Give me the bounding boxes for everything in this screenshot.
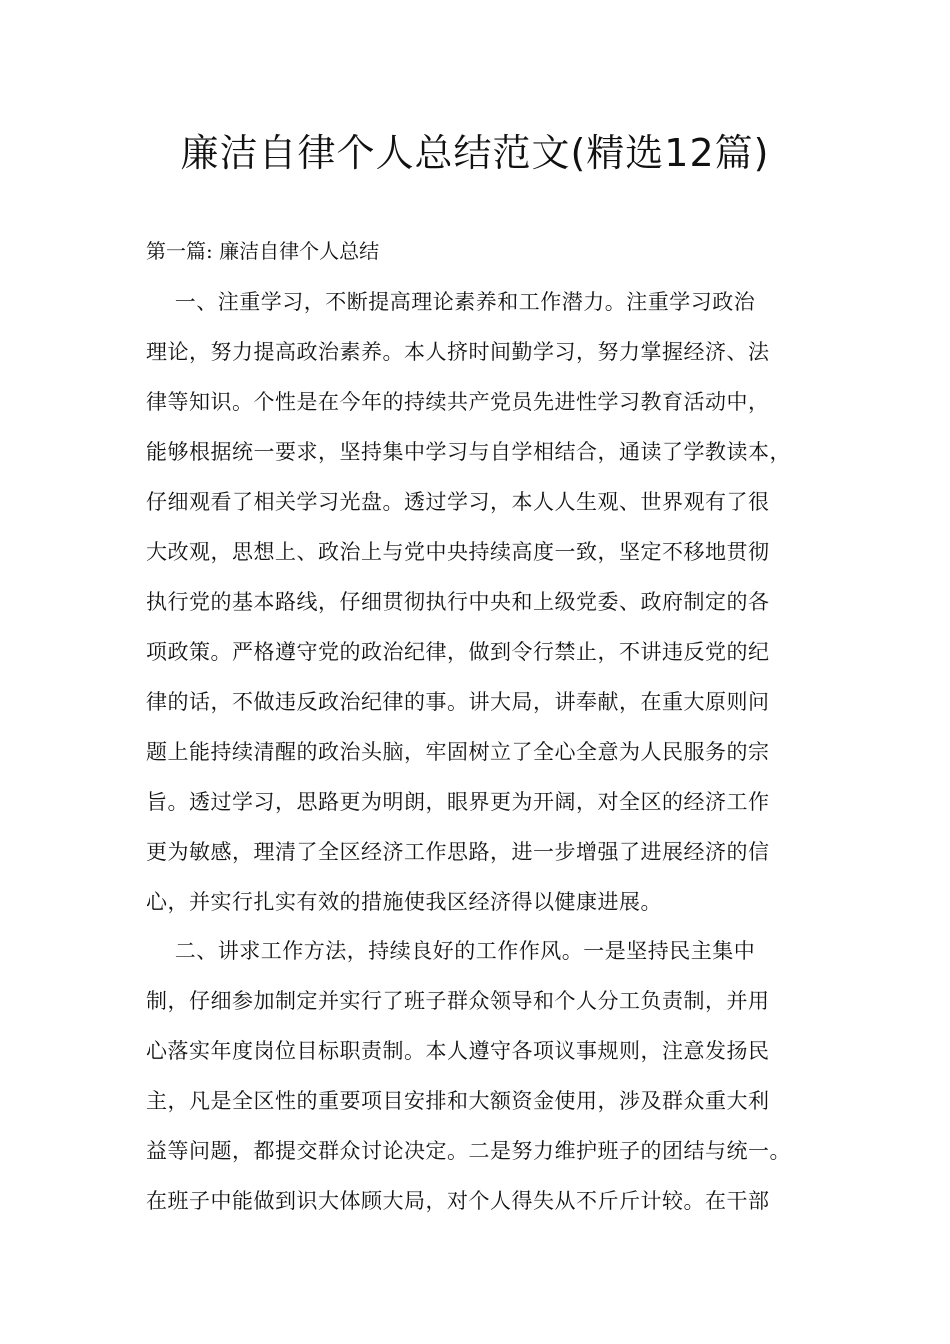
text-line: 仔细观看了相关学习光盘。透过学习，本人人生观、世界观有了很 <box>146 490 770 514</box>
paragraph-2 <box>146 926 826 1226</box>
text-line: 大改观，思想上、政治上与党中央持续高度一致，坚定不移地贯彻 <box>146 540 770 564</box>
text-line: 心落实年度岗位目标职责制。本人遵守各项议事规则，注意发扬民 <box>146 1039 770 1063</box>
text-line: 项政策。严格遵守党的政治纪律，做到令行禁止，不讲违反党的纪 <box>146 640 770 664</box>
text-line: 制，仔细参加制定并实行了班子群众领导和个人分工负责制，并用 <box>146 989 770 1013</box>
text-line: 律的话，不做违反政治纪律的事。讲大局，讲奉献，在重大原则问 <box>146 690 770 714</box>
paragraph-1 <box>146 277 826 927</box>
text-line: 二、讲求工作方法，持续良好的工作作风。一是坚持民主集中 <box>146 939 756 963</box>
text-line: 在班子中能做到识大体顾大局，对个人得失从不斤斤计较。在干部 <box>146 1189 770 1213</box>
section-heading: 第一篇: 廉洁自律个人总结 <box>146 239 380 263</box>
document-title: 廉洁自律个人总结范文(精选12篇) <box>180 131 770 175</box>
text-line: 心，并实行扎实有效的措施使我区经济得以健康进展。 <box>146 890 662 914</box>
text-line: 益等问题，都提交群众讨论决定。二是努力维护班子的团结与统一。 <box>146 1139 791 1163</box>
text-line: 执行党的基本路线，仔细贯彻执行中央和上级党委、政府制定的各 <box>146 590 770 614</box>
text-line: 更为敏感，理清了全区经济工作思路，进一步增强了进展经济的信 <box>146 840 770 864</box>
text-line: 主，凡是全区性的重要项目安排和大额资金使用，涉及群众重大利 <box>146 1089 770 1113</box>
text-line: 题上能持续清醒的政治头脑，牢固树立了全心全意为人民服务的宗 <box>146 740 770 764</box>
text-line: 理论，努力提高政治素养。本人挤时间勤学习，努力掌握经济、法 <box>146 340 770 364</box>
text-line: 能够根据统一要求，坚持集中学习与自学相结合，通读了学教读本， <box>146 440 791 464</box>
text-line: 律等知识。个性是在今年的持续共产党员先进性学习教育活动中， <box>146 390 770 414</box>
text-line: 一、注重学习，不断提高理论素养和工作潜力。注重学习政治 <box>146 290 756 314</box>
text-line: 旨。透过学习，思路更为明朗，眼界更为开阔，对全区的经济工作 <box>146 790 770 814</box>
